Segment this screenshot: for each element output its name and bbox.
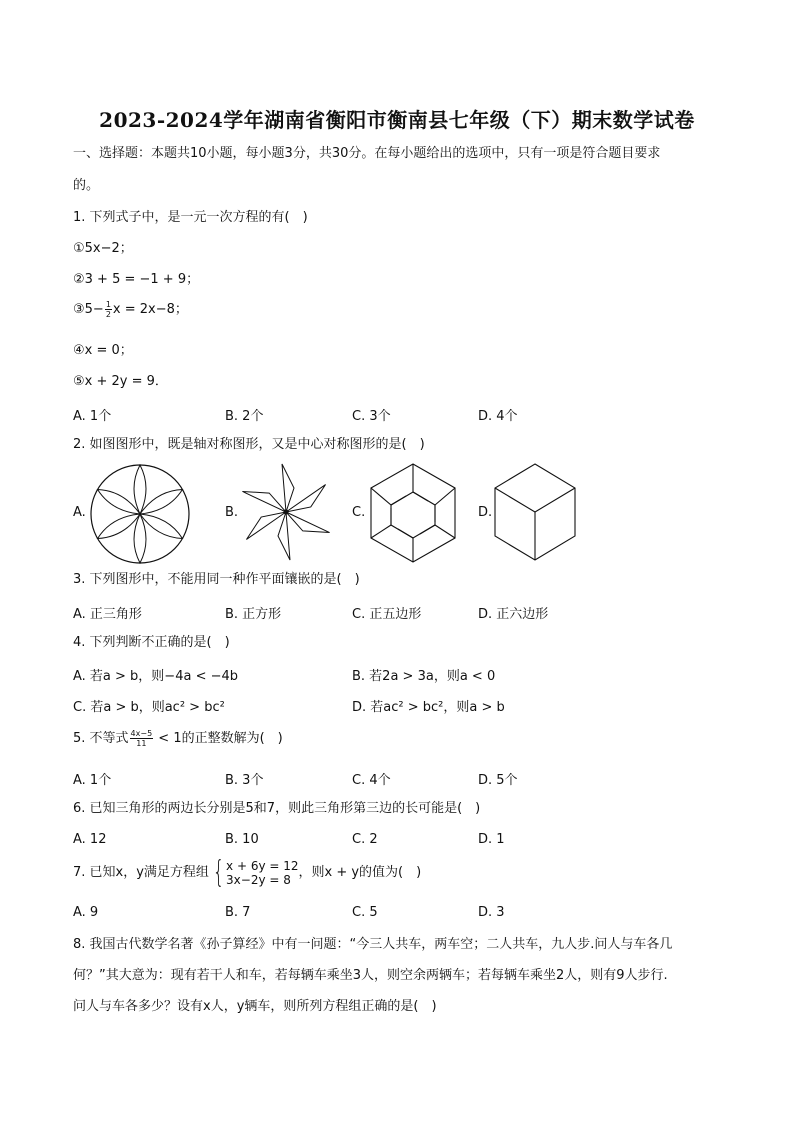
- section-instructions-line2: 的。: [73, 178, 100, 193]
- q5-fraction: [130, 729, 154, 748]
- q3-option-b: B. 正方形: [225, 607, 282, 622]
- q1-stem: 1. 下列式子中，是一元一次方程的有( ): [73, 210, 308, 225]
- q8-line-2: 何？”其大意为：现有若干人和车，若每辆车乘坐3人，则空余两辆车；若每辆车乘坐2人，则有9人步行.: [73, 968, 668, 983]
- q1-item-3-prefix: ③5−: [73, 302, 104, 317]
- q7-option-b: B. 7: [225, 905, 251, 920]
- q4-option-c: C. 若a > b，则ac² > bc²: [73, 700, 225, 715]
- q6-option-d: D. 1: [478, 832, 505, 847]
- q8-line-1: 8. 我国古代数学名著《孙子算经》中有一问题：“今三人共车，两车空；二人共车，九人步.问人与车各几: [73, 937, 673, 952]
- q7-suffix: ，则x + y的值为( ): [298, 865, 422, 880]
- q1-item-3-fraction-den: 2: [105, 310, 111, 319]
- q5-prefix: 5. 不等式: [73, 731, 129, 746]
- q7-stem: [73, 855, 422, 890]
- q1-item-2: ②3 + 5 = −1 + 9；: [73, 272, 200, 287]
- q1-option-a: A. 1个: [73, 409, 112, 424]
- q5-option-b: B. 3个: [225, 773, 264, 788]
- q3-option-c: C. 正五边形: [352, 607, 422, 622]
- q1-option-b: B. 2个: [225, 409, 264, 424]
- q6-option-b: B. 10: [225, 832, 259, 847]
- q6-stem: 6. 已知三角形的两边长分别是5和7，则此三角形第三边的长可能是( ): [73, 801, 481, 816]
- q6-option-a: A. 12: [73, 832, 107, 847]
- q1-item-4: ④x = 0；: [73, 343, 133, 358]
- q4-option-b: B. 若2a > 3a，则a < 0: [352, 669, 496, 684]
- q1-item-3-fraction-num: 1: [105, 300, 111, 309]
- q2-label-d: D.: [478, 505, 493, 520]
- q3-option-a: A. 正三角形: [73, 607, 142, 622]
- q1-item-3-suffix: x = 2x−8；: [112, 302, 188, 317]
- q3-stem: 3. 下列图形中，不能用同一种作平面镶嵌的是( ): [73, 572, 360, 587]
- q7-option-d: D. 3: [478, 905, 505, 920]
- q5-fraction-den: 11: [136, 739, 147, 748]
- figure-c-hexagon-pattern: [368, 462, 458, 564]
- q1-item-3-fraction: [105, 300, 112, 319]
- q7-brace: {: [212, 855, 225, 890]
- q2-label-b: B.: [225, 505, 239, 520]
- q1-option-c: C. 3个: [352, 409, 391, 424]
- q5-option-c: C. 4个: [352, 773, 391, 788]
- q2-label-c: C.: [352, 505, 366, 520]
- q7-prefix: 7. 已知x，y满足方程组: [73, 865, 209, 880]
- q6-option-c: C. 2: [352, 832, 378, 847]
- q2-label-a: A.: [73, 505, 86, 520]
- q3-option-d: D. 正六边形: [478, 607, 549, 622]
- section-instructions-line1: 一、选择题：本题共10小题，每小题3分，共30分。在每小题给出的选项中，只有一项是符合题目要求: [73, 146, 661, 161]
- q4-stem: 4. 下列判断不正确的是( ): [73, 635, 230, 650]
- q1-option-d: D. 4个: [478, 409, 518, 424]
- q5-fraction-num: 4x−5: [130, 729, 153, 738]
- q5-suffix: < 1的正整数解为( ): [154, 731, 283, 746]
- q5-option-a: A. 1个: [73, 773, 112, 788]
- q1-item-5: ⑤x + 2y = 9．: [73, 374, 168, 389]
- q1-item-3: [73, 300, 188, 319]
- q2-stem: 2. 如图图形中，既是轴对称图形，又是中心对称图形的是( ): [73, 437, 425, 452]
- q5-option-d: D. 5个: [478, 773, 518, 788]
- q7-option-c: C. 5: [352, 905, 378, 920]
- q4-option-d: D. 若ac² > bc²，则a > b: [352, 700, 505, 715]
- q4-option-a: A. 若a > b，则−4a < −4b: [73, 669, 239, 684]
- q8-line-3: 问人与车各多少？设有x人，y辆车，则所列方程组正确的是( ): [73, 999, 437, 1014]
- q7-equation-1: x + 6y = 12: [226, 859, 299, 873]
- page-title: 2023-2024学年湖南省衡阳市衡南县七年级（下）期末数学试卷: [99, 108, 695, 132]
- figure-a-flower-circle: [88, 462, 192, 566]
- q7-equation-system: [226, 859, 298, 887]
- q7-option-a: A. 9: [73, 905, 99, 920]
- figure-d-cube: [492, 462, 578, 562]
- figure-b-pinwheel: [238, 462, 334, 566]
- q5-stem: [73, 729, 283, 748]
- q7-equation-2: 3x−2y = 8: [226, 873, 291, 887]
- q1-item-1: ①5x−2；: [73, 241, 133, 256]
